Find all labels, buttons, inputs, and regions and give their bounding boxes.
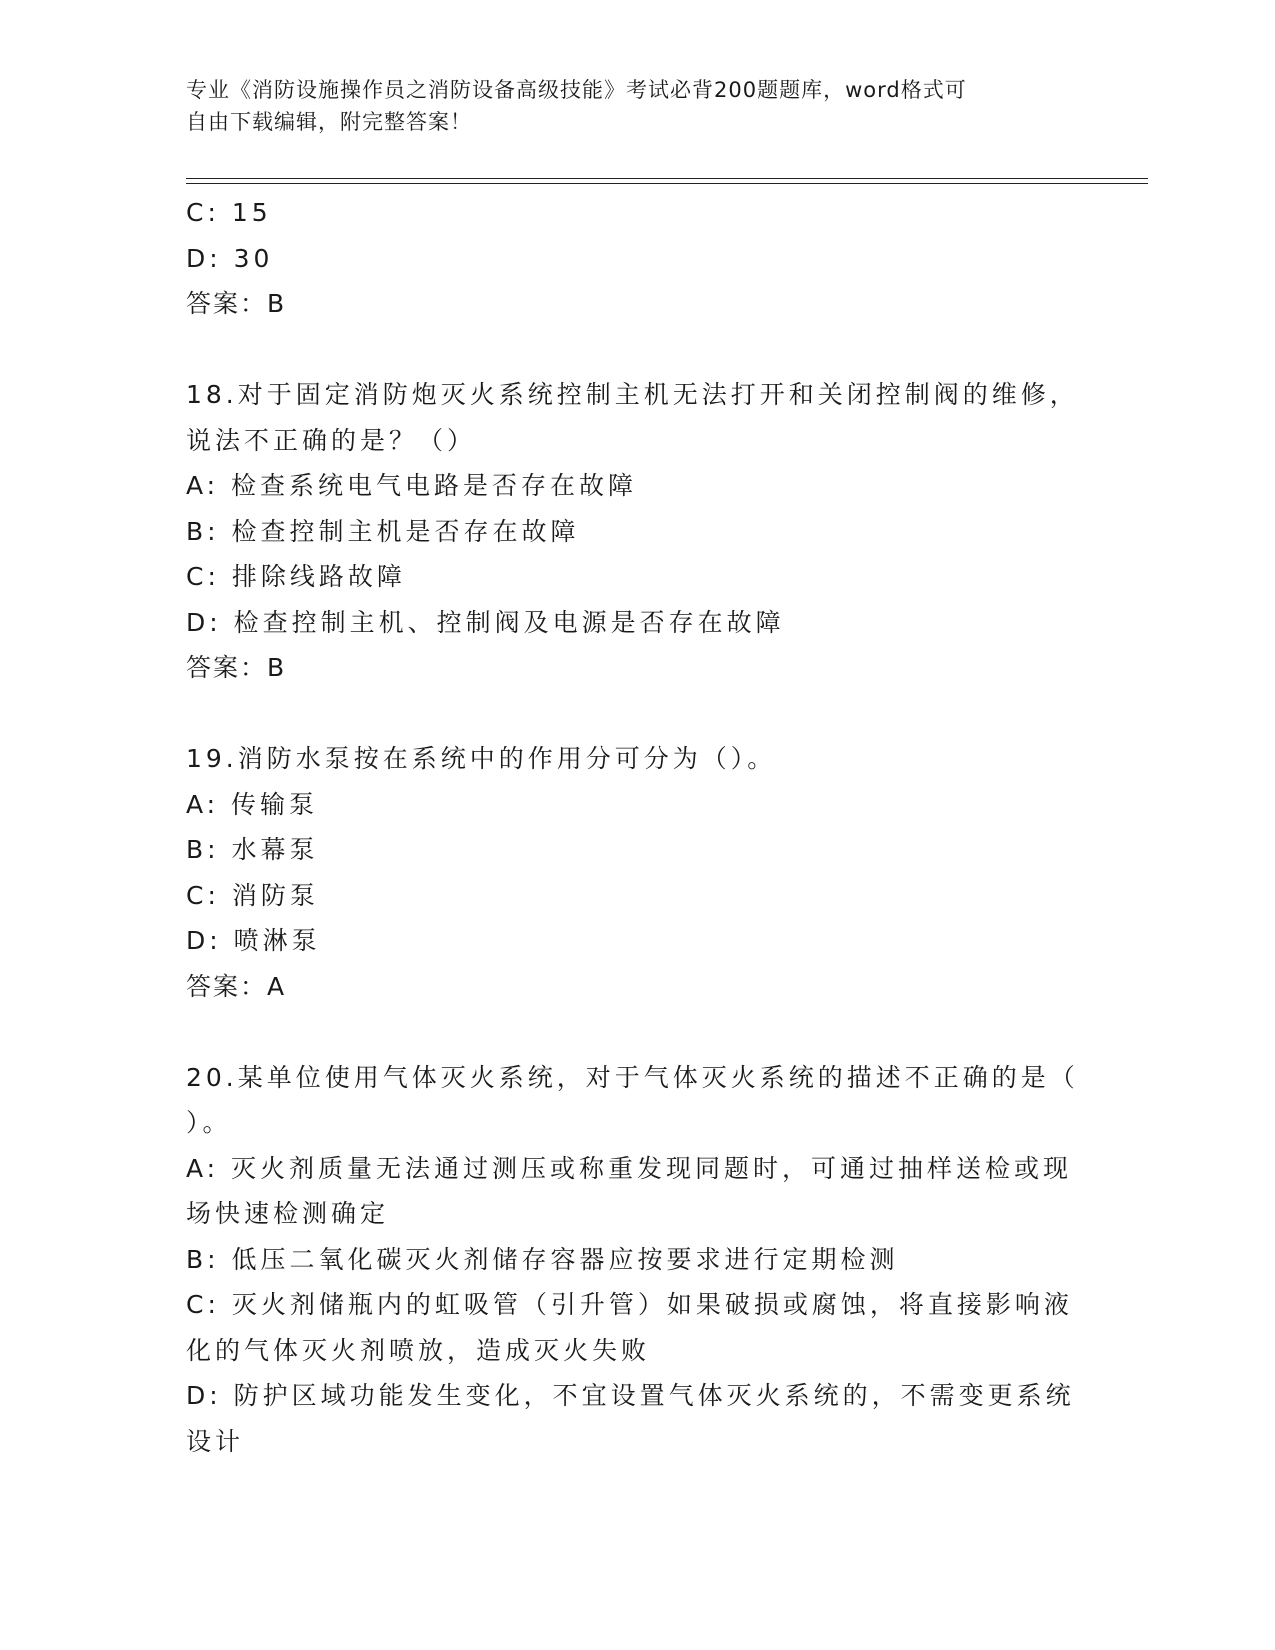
option-c: C: 消防泵 (186, 880, 319, 910)
question-20 (186, 1055, 1086, 1465)
header-line-2: 自由下载编辑，附完整答案！ (186, 110, 472, 134)
question-content (186, 190, 1086, 1464)
option-b: B: 检查控制主机是否存在故障 (186, 516, 580, 546)
question-text: 说法不正确的是？（） (186, 425, 477, 455)
option-a: A: 灭火剂质量无法通过测压或称重发现同题时，可通过抽样送检或现 (186, 1153, 1073, 1183)
header-line-1: 专业《消防设施操作员之消防设备高级技能》考试必背200题题库，word格式可 (186, 78, 967, 102)
document-header (186, 74, 1066, 138)
option-d: D: 30 (186, 243, 274, 273)
question-19 (186, 736, 1086, 1009)
option-b: B: 低压二氧化碳灭火剂储存容器应按要求进行定期检测 (186, 1244, 899, 1274)
option-a: A: 检查系统电气电路是否存在故障 (186, 471, 638, 500)
option-c: C: 排除线路故障 (186, 562, 406, 591)
answer-line: 答案：A (186, 971, 287, 1001)
header-divider-top (186, 178, 1148, 179)
option-a: A: 传输泵 (186, 789, 319, 819)
question-text: ）。 (186, 1108, 232, 1137)
option-a-cont: 场快速检测确定 (186, 1199, 390, 1228)
answer-line: 答案：B (186, 653, 287, 682)
option-c: C: 15 (186, 198, 272, 227)
question-18 (186, 372, 1086, 691)
option-d: D: 检查控制主机、控制阀及电源是否存在故障 (186, 607, 785, 637)
question-text: 20.某单位使用气体灭火系统，对于气体灭火系统的描述不正确的是（ (186, 1062, 1079, 1092)
option-d: D: 喷淋泵 (186, 926, 321, 955)
option-d: D: 防护区域功能发生变化，不宜设置气体灭火系统的，不需变更系统 (186, 1381, 1075, 1410)
option-c-cont: 化的气体灭火剂喷放，造成灭火失败 (186, 1335, 651, 1365)
question-text: 18.对于固定消防炮灭火系统控制主机无法打开和关闭控制阀的维修， (186, 380, 1079, 409)
answer-line: 答案：B (186, 289, 287, 318)
option-c: C: 灭火剂储瓶内的虹吸管（引升管）如果破损或腐蚀，将直接影响液 (186, 1290, 1073, 1319)
header-divider-bottom (186, 183, 1148, 184)
option-d-cont: 设计 (186, 1426, 245, 1456)
option-b: B: 水幕泵 (186, 835, 319, 864)
question-text: 19.消防水泵按在系统中的作用分可分为（）。 (186, 744, 777, 773)
